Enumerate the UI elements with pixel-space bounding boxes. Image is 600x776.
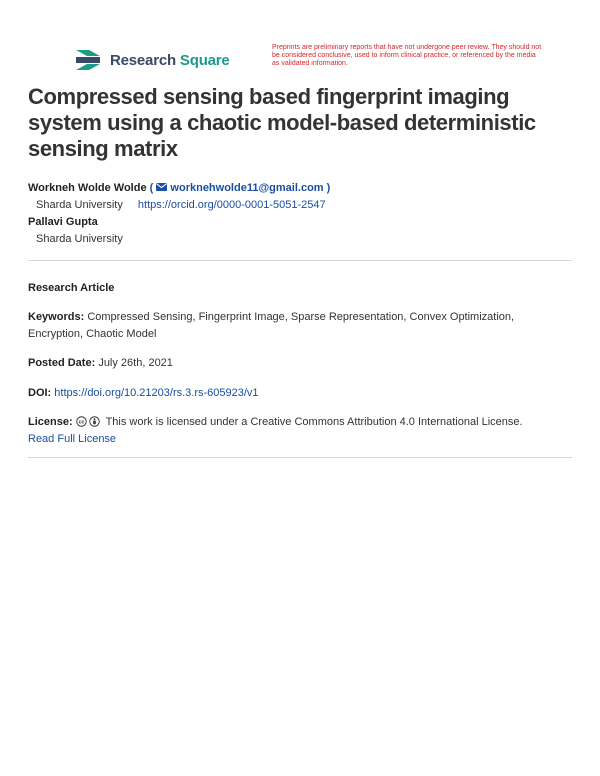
research-square-logo[interactable] [74, 48, 230, 72]
preprint-disclaimer: Preprints are preliminary reports that have not undergone peer review. They should not be considered conclusive, used to inform clinical practice, or referenced by the media as validated information. [272, 44, 542, 67]
logo-wordmark [110, 52, 230, 69]
author-2 [28, 214, 572, 231]
author-1 [28, 180, 572, 197]
orcid-link[interactable]: https://orcid.org/0000-0001-5051-2547 [137, 199, 326, 211]
posted-date-label: Posted Date: [28, 357, 96, 369]
cc-icon [76, 416, 87, 427]
keywords-row [28, 309, 572, 343]
article-type [28, 280, 572, 297]
research-square-logo-icon [74, 48, 102, 72]
doi-row [28, 385, 572, 402]
envelope-icon [156, 183, 167, 191]
attribution-icon [89, 416, 100, 427]
paper-title: Compressed sensing based fingerprint imaging system using a chaotic model-based deterministic sensing matrix [28, 84, 536, 161]
author-affiliation: Sharda University [36, 199, 123, 211]
author-email-wrapper: ( worknehwolde11@gmail.com ) [149, 182, 331, 194]
logo-word-research: Research [110, 51, 176, 69]
author-name: Pallavi Gupta [28, 216, 98, 228]
preprint-header [74, 44, 544, 78]
license-text: This work is licensed under a Creative Commons Attribution 4.0 International License. [105, 416, 523, 428]
author-name: Workneh Wolde Wolde [28, 182, 147, 194]
author-affiliation: Sharda University [36, 233, 123, 245]
doi-label: DOI: [28, 387, 52, 399]
license-label: License: [28, 416, 73, 428]
divider-bottom [28, 457, 572, 458]
posted-date-value: July 26th, 2021 [98, 357, 173, 369]
author-1-affiliation-row [28, 197, 572, 214]
article-type-value: Research Article [28, 282, 115, 294]
svg-text:cc: cc [78, 419, 85, 426]
posted-date-row [28, 355, 572, 372]
logo-word-square: Square [179, 51, 230, 69]
author-email-link[interactable]: worknehwolde11@gmail.com [170, 182, 324, 194]
keywords-value: Compressed Sensing, Fingerprint Image, Sparse Representation, Convex Optimization, Encryption, Chaotic Model [28, 311, 515, 340]
doi-link[interactable]: https://doi.org/10.21203/rs.3.rs-605923/v1 [54, 387, 259, 399]
license-icons [76, 416, 100, 427]
license-row [28, 414, 572, 448]
author-list [28, 180, 572, 248]
read-full-license-link[interactable]: Read Full License [28, 433, 117, 445]
author-2-affiliation-row [28, 231, 572, 248]
divider-top [28, 260, 572, 261]
keywords-label: Keywords: [28, 311, 85, 323]
